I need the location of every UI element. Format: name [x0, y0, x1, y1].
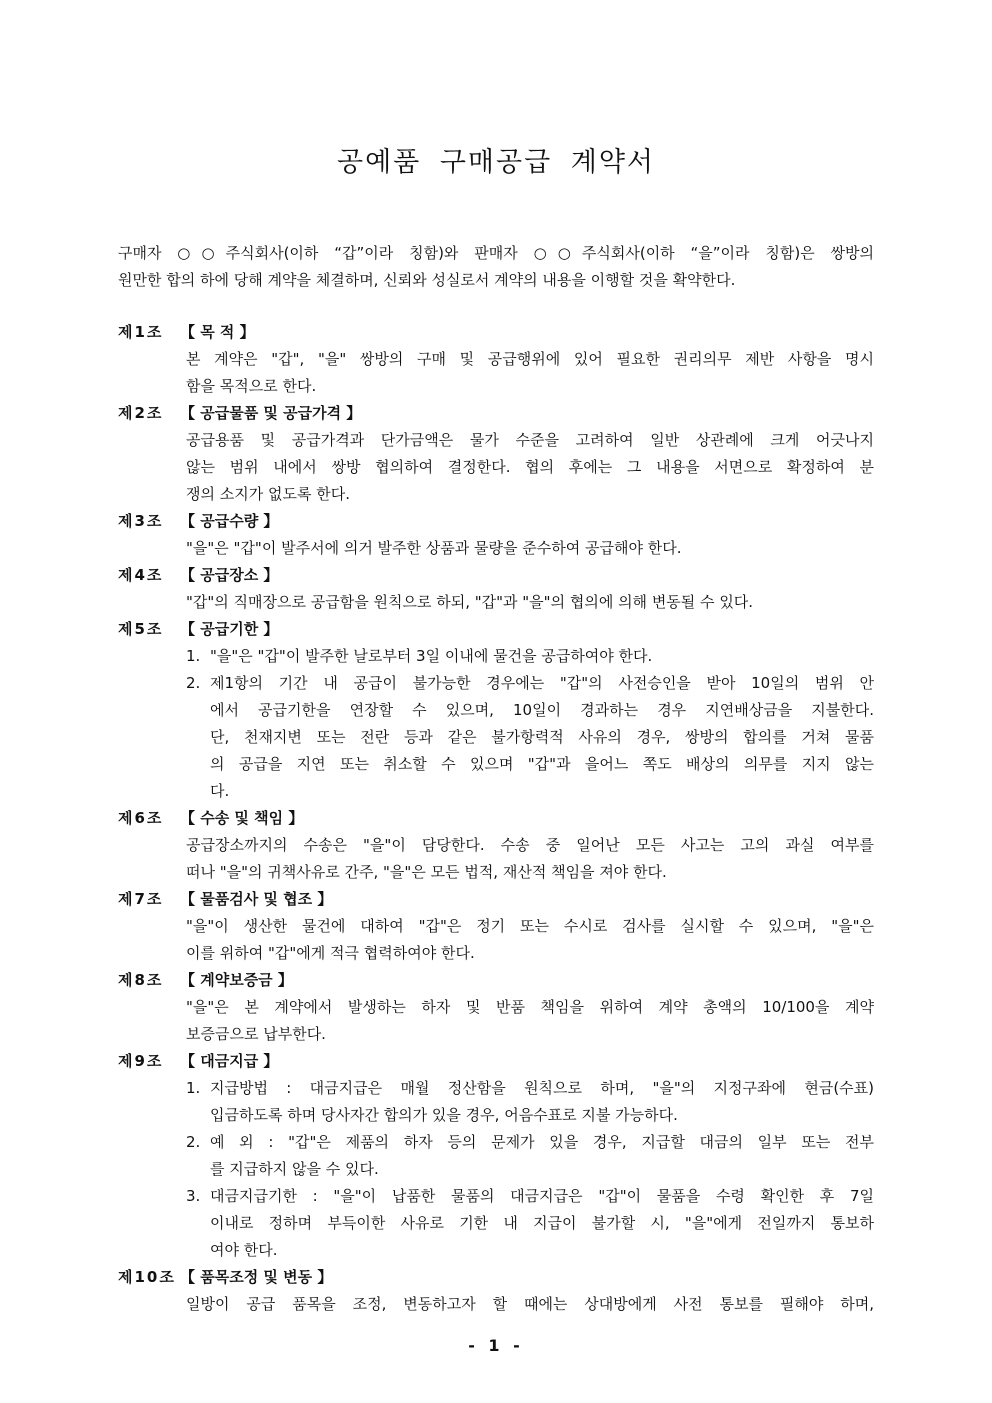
article-number: 제1조	[118, 323, 164, 341]
article-number: 제8조	[118, 971, 164, 989]
article-heading	[118, 1048, 874, 1075]
article-line: 떠나 "을"의 귀책사유로 간주, "을"은 모든 법적, 재산적 책임을 져야 한다.	[186, 863, 667, 881]
article-heading	[118, 1264, 874, 1291]
article-title: 【 수송 및 책임 】	[180, 809, 304, 827]
article-heading	[118, 400, 874, 427]
article-heading	[118, 562, 874, 589]
article-number: 제5조	[118, 620, 164, 638]
article-body	[118, 589, 874, 616]
article-line: 본 계약은 "갑", "을" 쌍방의 구매 및 공급행위에 있어 필요한 권리의무 제반 사항을 명시	[186, 350, 874, 368]
item-number: 2.	[186, 674, 201, 692]
item-line: "을"은 "갑"이 발주한 날로부터 3일 이내에 물건을 공급하여야 한다.	[210, 647, 653, 665]
article-number: 제10조	[118, 1268, 176, 1286]
article-line: 공급장소까지의 수송은 "을"이 담당한다. 수송 중 일어난 모든 사고는 고의 과실 여부를	[186, 836, 874, 854]
item-line: 예 외 : "갑"은 제품의 하자 등의 문제가 있을 경우, 지급할 대금의 일부 또는 전부	[210, 1133, 874, 1151]
article-line: "을"은 "갑"이 발주서에 의거 발주한 상품과 물량을 준수하여 공급해야 한다.	[186, 539, 682, 557]
item-line: 입금하도록 하며 당사자간 합의가 있을 경우, 어음수표로 지불 가능하다.	[210, 1106, 678, 1124]
item-line: 이내로 정하며 부득이한 사유로 기한 내 지급이 불가할 시, "을"에게 전일까지 통보하	[210, 1214, 874, 1232]
item-line: 제1항의 기간 내 공급이 불가능한 경우에는 "갑"의 사전승인을 받아 10일의 범위 안	[210, 674, 874, 692]
intro-line: 구매자 ○○주식회사(이하 “갑”이라 칭함)와 판매자 ○○주식회사(이하 “을”이라 칭함)은 쌍방의	[118, 244, 874, 262]
article-line: 일방이 공급 품목을 조정, 변동하고자 할 때에는 상대방에게 사전 통보를 필해야 하며,	[186, 1295, 874, 1313]
article-number: 제6조	[118, 809, 164, 827]
article-body	[118, 913, 874, 967]
item-line: 단, 천재지변 또는 전란 등과 같은 불가항력적 사유의 경우, 쌍방의 합의를 거쳐 물품	[210, 728, 874, 746]
article-body	[118, 346, 874, 400]
article-body	[118, 1075, 874, 1264]
article-number: 제4조	[118, 566, 164, 584]
intro-line: 원만한 합의 하에 당해 계약을 체결하며, 신뢰와 성실로서 계약의 내용을 이행할 것을 확약한다.	[118, 271, 736, 289]
article-line: 함을 목적으로 한다.	[186, 377, 317, 395]
article-title: 【 공급물품 및 공급가격 】	[180, 404, 362, 422]
article-title: 【 공급수량 】	[180, 512, 279, 530]
article-body	[118, 643, 874, 805]
page-number: - 1 -	[468, 1336, 524, 1355]
article-title: 【 계약보증금 】	[180, 971, 293, 989]
article-title: 【 대금지급 】	[180, 1052, 279, 1070]
articles-list	[118, 319, 874, 1318]
article-heading	[118, 616, 874, 643]
item-number: 3.	[186, 1187, 201, 1205]
numbered-item	[186, 670, 874, 805]
item-line: 대금지급기한 : "을"이 납품한 물품의 대금지급은 "갑"이 물품을 수령 확인한 후 7일	[210, 1187, 874, 1205]
article-body	[118, 1291, 874, 1318]
article-line: 보증금으로 납부한다.	[186, 1025, 326, 1043]
article-line: "갑"의 직매장으로 공급함을 원칙으로 하되, "갑"과 "을"의 협의에 의해 변동될 수 있다.	[186, 593, 754, 611]
item-line: 다.	[210, 782, 230, 800]
article-title: 【 물품검사 및 협조 】	[180, 890, 333, 908]
article-line: 이를 위하여 "갑"에게 적극 협력하여야 한다.	[186, 944, 475, 962]
article-body	[118, 832, 874, 886]
intro-paragraph	[118, 240, 874, 294]
article-body	[118, 427, 874, 508]
item-number: 1.	[186, 647, 201, 665]
article-title: 【 공급장소 】	[180, 566, 279, 584]
article-body	[118, 535, 874, 562]
article-heading	[118, 319, 874, 346]
article-line: "을"이 생산한 물건에 대하여 "갑"은 정기 또는 수시로 검사를 실시할 수 있으며, "을"은	[186, 917, 874, 935]
article-title: 【 공급기한 】	[180, 620, 279, 638]
article-heading	[118, 508, 874, 535]
numbered-item	[186, 1129, 874, 1183]
numbered-item	[186, 1183, 874, 1264]
article-number: 제2조	[118, 404, 164, 422]
article-title: 【 목 적 】	[180, 323, 255, 341]
article-number: 제9조	[118, 1052, 164, 1070]
article-line: "을"은 본 계약에서 발생하는 하자 및 반품 책임을 위하여 계약 총액의 10/100을 계약	[186, 998, 874, 1016]
article-line: 쟁의 소지가 없도록 한다.	[186, 485, 350, 503]
article-number: 제7조	[118, 890, 164, 908]
item-number: 2.	[186, 1133, 201, 1151]
item-line: 의 공급을 지연 또는 취소할 수 있으며 "갑"과 을어느 쪽도 배상의 의무를 지지 않는	[210, 755, 874, 773]
item-line: 를 지급하지 않을 수 있다.	[210, 1160, 379, 1178]
item-line: 지급방법 : 대금지급은 매월 정산함을 원칙으로 하며, "을"의 지정구좌에 현금(수표)	[210, 1079, 874, 1097]
article-body	[118, 994, 874, 1048]
article-line: 않는 범위 내에서 쌍방 협의하여 결정한다. 협의 후에는 그 내용을 서면으로 확정하여 분	[186, 458, 874, 476]
numbered-item	[186, 643, 874, 670]
item-line: 에서 공급기한을 연장할 수 있으며, 10일이 경과하는 경우 지연배상금을 지불한다.	[210, 701, 874, 719]
article-title: 【 품목조정 및 변동 】	[180, 1268, 333, 1286]
item-number: 1.	[186, 1079, 201, 1097]
numbered-item	[186, 1075, 874, 1129]
item-line: 여야 한다.	[210, 1241, 278, 1259]
document-title: 공예품 구매공급 계약서	[337, 147, 655, 178]
article-heading	[118, 805, 874, 832]
article-number: 제3조	[118, 512, 164, 530]
article-line: 공급용품 및 공급가격과 단가금액은 물가 수준을 고려하여 일반 상관례에 크게 어긋나지	[186, 431, 874, 449]
article-heading	[118, 886, 874, 913]
article-heading	[118, 967, 874, 994]
